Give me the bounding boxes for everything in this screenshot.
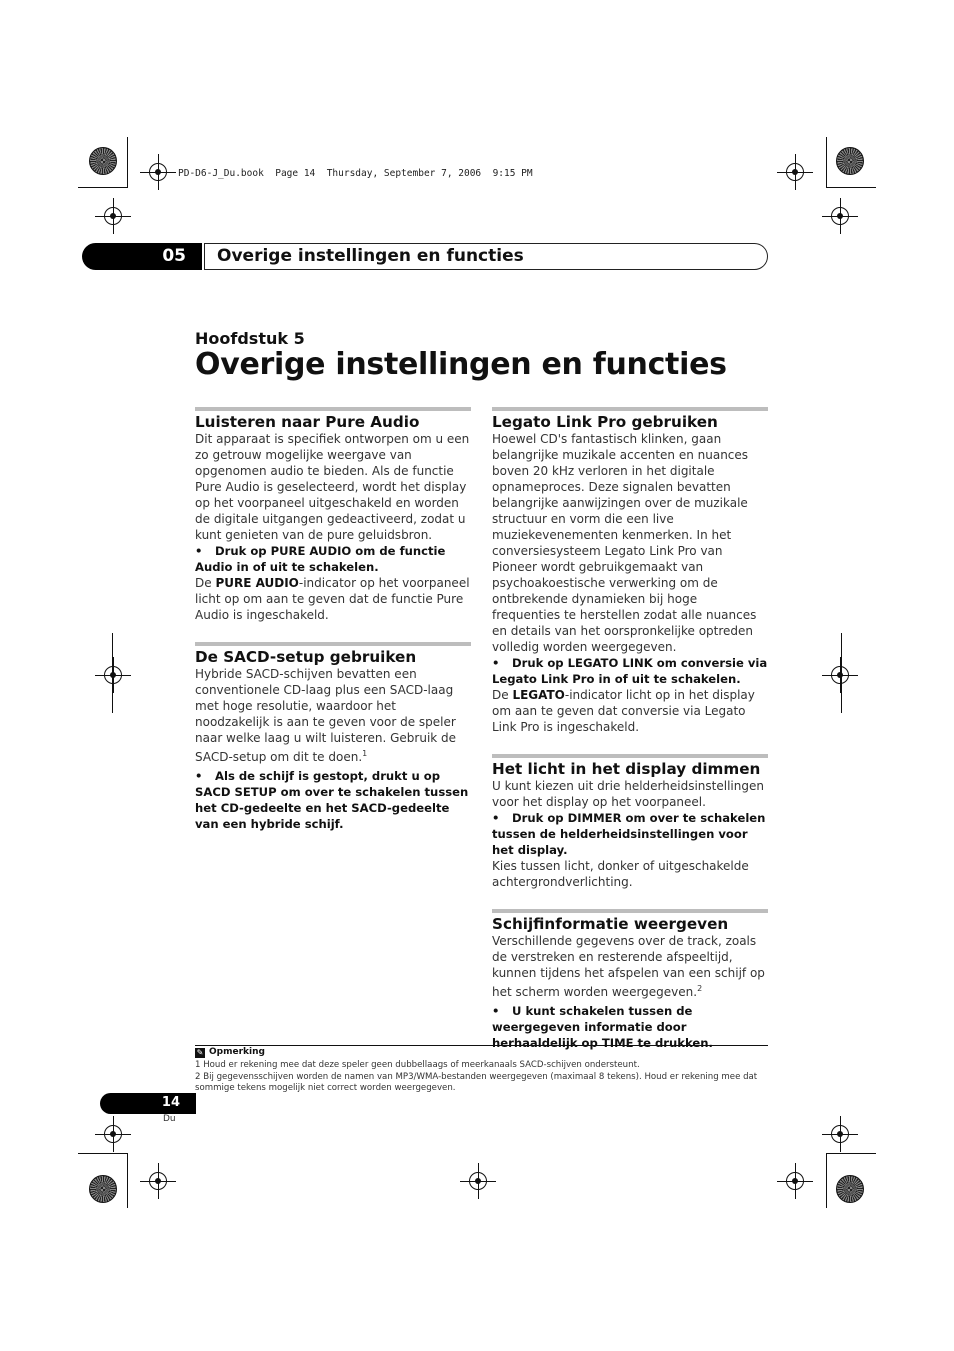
section-body: Dit apparaat is specifiek ontworpen om u een zo getrouw mogelijke weergave van opgenomen audio te bieden. Als de functie Pure Audio is geselecteerd, wordt het display op het voorpaneel uitgeschakeld en worden de digitale uitgangen gedeactiveerd, zodat u kunt genieten van de pure geluidsbron. <box>195 432 470 542</box>
footnotes <box>195 1060 768 1095</box>
crosshair-icon <box>831 666 849 684</box>
section-title: Luisteren naar Pure Audio <box>195 413 420 431</box>
right-column <box>492 407 768 1070</box>
registration-star-icon <box>836 1175 864 1203</box>
section-rule <box>492 407 768 411</box>
section-body: Hoewel CD's fantastisch klinken, gaan belangrijke muzikale accenten en nuances boven 20 kHz verloren in het digitale opnameproces. Deze signalen bevatten belangrijke aanwijzingen over de muzikale structuur en vorm die een live muziekevenementen kenmerken. In het conversiesysteem Legato Link Pro van Pioneer wordt gebruikgemaakt van psychoakoestische verwerking om de ontbrekende dynamieken bij hoge frequenties te herstellen zodat alle nuances en details van het oorspronkelijke optreden volledig worden weergegeven. <box>492 432 757 654</box>
page-title: Overige instellingen en functies <box>195 347 727 382</box>
page-number-tab <box>100 1093 196 1114</box>
trim-line <box>826 137 827 187</box>
crosshair-icon <box>831 207 849 225</box>
section-title: Het licht in het display dimmen <box>492 760 761 778</box>
section-rule <box>492 754 768 758</box>
crosshair-icon <box>786 1172 804 1190</box>
crosshair-icon <box>104 207 122 225</box>
footnote: 1 Houd er rekening mee dat deze speler geen dubbellaags of meerkanaals SACD-schijven ondersteunt. <box>195 1060 640 1070</box>
footnote: 2 Bij gegevensschijven worden de namen van MP3/WMA-bestanden weergegeven (maximaal 8 tekens). Houd er rekening mee dat sommige tekens mogelijk niet correct worden weergegeven. <box>195 1071 758 1093</box>
print-slug: PD-D6-J_Du.book Page 14 Thursday, September 7, 2006 9:15 PM <box>178 168 533 179</box>
section-title: De SACD-setup gebruiken <box>195 648 417 666</box>
note-icon: ✎ <box>196 1048 204 1057</box>
chapter-label: Hoofdstuk 5 <box>195 329 305 348</box>
trim-line <box>127 1153 128 1208</box>
section-note: De PURE AUDIO-indicator op het voorpaneel licht op om aan te geven dat de functie Pure Audio is ingeschakeld. <box>195 576 470 622</box>
section-body: Verschillende gegevens over de track, zoals de verstreken en resterende afspeeltijd, kunnen tijdens het afspelen van een schijf op het scherm worden weergegeven.$^2$ <box>492 934 765 999</box>
chapter-number: 05 <box>162 246 186 266</box>
section-note: De LEGATO-indicator licht op in het display om aan te geven dat conversie via Legato Link Pro is ingeschakeld. <box>492 688 755 734</box>
crosshair-icon <box>469 1172 487 1190</box>
section-dimmer <box>492 754 768 890</box>
section-legato-link <box>492 407 768 735</box>
instruction-bullet: • U kunt schakelen tussen de weergegeven informatie door herhaaldelijk op TIME te drukken. <box>492 1004 713 1050</box>
trim-line <box>826 1153 827 1208</box>
trim-line <box>841 633 842 713</box>
registration-star-icon <box>89 147 117 175</box>
trim-line <box>112 633 113 713</box>
section-title: Schijfinformatie weergeven <box>492 915 729 933</box>
footnote-ref: 1 <box>362 749 368 758</box>
trim-line <box>826 1153 876 1154</box>
crosshair-icon <box>104 1125 122 1143</box>
crosshair-icon <box>149 163 167 181</box>
crosshair-icon <box>831 1125 849 1143</box>
instruction-bullet: • Als de schijf is gestopt, drukt u op SACD SETUP om over te schakelen tussen het CD-gedeelte en het SACD-gedeelte van een hybride schijf. <box>195 769 469 831</box>
section-rule <box>492 909 768 913</box>
section-rule <box>195 407 471 411</box>
section-pure-audio <box>195 407 471 623</box>
footnote-ref: 2 <box>697 984 703 993</box>
trim-line <box>127 137 128 187</box>
page-number: 14 <box>161 1095 180 1110</box>
note-divider <box>195 1045 768 1046</box>
instruction-bullet: • Druk op LEGATO LINK om conversie via Legato Link Pro in of uit te schakelen. <box>492 656 768 686</box>
page-language: Du <box>163 1114 176 1124</box>
trim-line <box>826 187 876 188</box>
crosshair-icon <box>149 1172 167 1190</box>
trim-line <box>78 187 128 188</box>
registration-star-icon <box>836 147 864 175</box>
section-sacd-setup <box>195 642 471 832</box>
section-rule <box>195 642 471 646</box>
crosshair-icon <box>786 163 804 181</box>
instruction-bullet: • Druk op PURE AUDIO om de functie Audio in of uit te schakelen. <box>195 544 446 574</box>
chapter-header <box>204 243 768 270</box>
instruction-bullet: • Druk op DIMMER om over te schakelen tussen de helderheidsinstellingen voor het display. <box>492 811 766 857</box>
section-body: U kunt kiezen uit drie helderheidsinstellingen voor het display op het voorpaneel. <box>492 779 764 809</box>
chapter-header-title: Overige instellingen en functies <box>217 246 524 266</box>
section-note: Kies tussen licht, donker of uitgeschakelde achtergrondverlichting. <box>492 859 749 889</box>
registration-star-icon <box>89 1175 117 1203</box>
crosshair-icon <box>104 666 122 684</box>
left-column <box>195 407 471 851</box>
section-body: Hybride SACD-schijven bevatten een conventionele CD-laag plus een SACD-laag met hoge resolutie, waardoor het noodzakelijk is aan te geven voor de speler naar welke laag u wilt luisteren. Gebruik de SACD-setup om dit te doen.$^1$ <box>195 667 457 764</box>
note-heading: ✎ Opmerking <box>196 1047 265 1057</box>
section-title: Legato Link Pro gebruiken <box>492 413 718 431</box>
chapter-number-tab <box>82 243 202 270</box>
section-disc-info <box>492 909 768 1051</box>
trim-line <box>78 1153 128 1154</box>
